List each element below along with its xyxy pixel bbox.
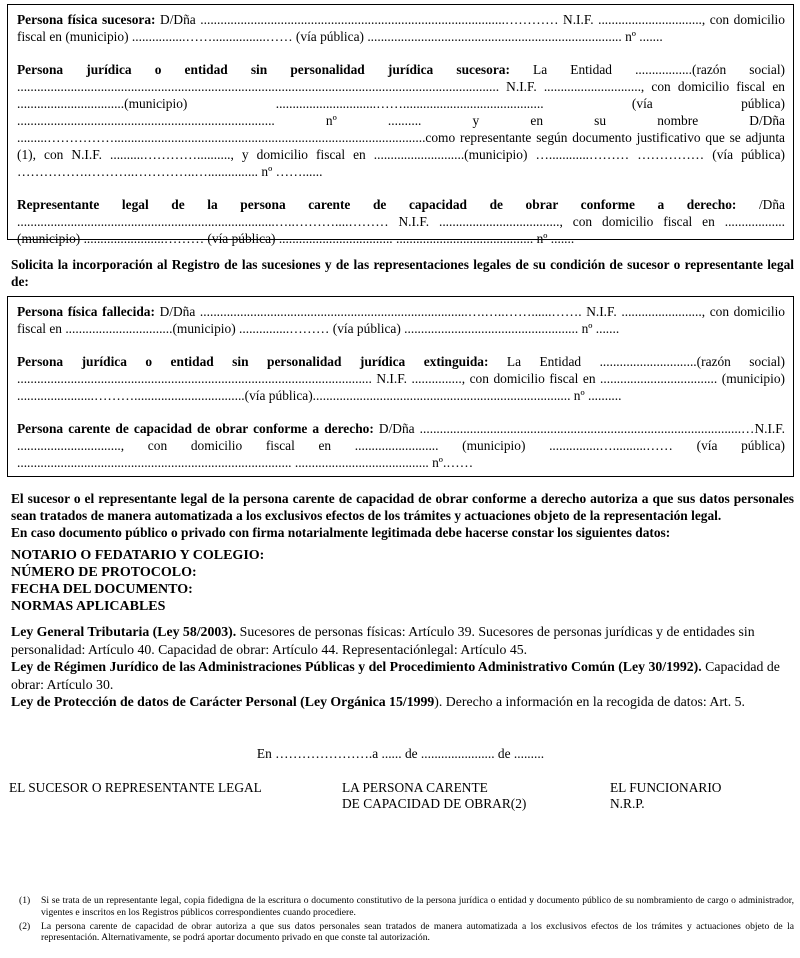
official-signature xyxy=(610,780,721,812)
footnote xyxy=(7,895,794,919)
extinct-entity-label: Persona jurídica o entidad sin personalidad jurídica extinguida: xyxy=(17,354,489,369)
deceased-person xyxy=(17,303,785,337)
law-regimen-juridico xyxy=(11,658,794,693)
notarial-note: En caso documento público o privado con firma notarialmente legitimada debe hacerse constar los siguientes datos: xyxy=(11,525,671,540)
law-1-title: Ley General Tributaria (Ley 58/2003). xyxy=(11,624,237,639)
law-2-title: Ley de Régimen Jurídico de las Administraciones Públicas y del Procedimiento Administrativo Común (Ley 30/1992). xyxy=(11,659,702,674)
legal-representative-fields: /Dña .............................................................................…..………....……… N.I.F. ...................................., con domicilio fiscal en ..................(municipio) ........................……… (vía pública) .................................. ......................................... nº ....... xyxy=(17,197,785,246)
footnote-number: (1) xyxy=(19,895,31,906)
signature-block xyxy=(7,780,794,820)
law-general-tributaria xyxy=(11,623,794,658)
incapacitated-person-label: Persona carente de capacidad de obrar conforme a derecho: xyxy=(17,421,374,436)
natural-person-successor xyxy=(17,11,785,45)
notary-field: NOTARIO O FEDATARIO Y COLEGIO: xyxy=(11,548,265,563)
applicable-laws xyxy=(11,623,794,711)
authorization-paragraph: El sucesor o el representante legal de la persona carente de capacidad de obrar conforme a derecho autoriza a que sus datos personales sean tratados de manera automatizada a los exclusivos efectos de los trámites y actuaciones objeto de la representación legal. xyxy=(11,491,794,523)
law-2-text: Capacidad de obrar: Artículo 30. xyxy=(11,659,780,692)
document-date-field: FECHA DEL DOCUMENTO: xyxy=(11,582,193,597)
applicable-rules-heading: NORMAS APLICABLES xyxy=(11,599,166,614)
legal-representative-label: Representante legal de la persona carente de capacidad de obrar conforme a derecho: xyxy=(17,197,737,212)
incapacitated-person-fields: D/Dña ................................................................................................…N.I.F. ..............................., con domicilio fiscal en ......................... (municipio) ...............…..........…… (vía pública) .................................................................................. ........................................ nº.…… xyxy=(17,421,785,470)
natural-person-successor-fields: D/Dña ...........................................................................................………… N.I.F. ..............................., con domicilio fiscal en (municipio) ................……................…… (vía pública) ............................................................................ nº ....... xyxy=(17,12,785,44)
protocol-number-field: NÚMERO DE PROTOCOLO: xyxy=(11,565,197,580)
extinct-entity xyxy=(17,353,785,404)
incapacitated-signature-label-2: DE CAPACIDAD DE OBRAR(2) xyxy=(342,795,527,811)
deceased-person-label: Persona física fallecida: xyxy=(17,304,155,319)
deceased-box xyxy=(7,296,794,477)
successor-box xyxy=(7,4,794,246)
incapacitated-person xyxy=(17,420,785,471)
successor-signature-label: EL SUCESOR O REPRESENTANTE LEGAL xyxy=(9,779,262,795)
footnote-number: (2) xyxy=(19,920,31,932)
footnote xyxy=(7,921,794,945)
notary-fields xyxy=(11,547,794,615)
legal-entity-successor xyxy=(17,61,785,180)
incapacitated-signature xyxy=(342,780,526,812)
authorization-text xyxy=(11,490,794,541)
footnote-text: La persona carente de capacidad de obrar autoriza a que sus datos personales sean tratados de manera automatizada a los exclusivos efectos de los trámites y actuaciones objeto de la representación. Alternativamente, se podrá aportar documento privado en que conste tal autorización. xyxy=(41,920,794,944)
form-page xyxy=(7,0,794,820)
official-signature-label-1: EL FUNCIONARIO xyxy=(610,779,722,795)
law-3-title: Ley de Protección de datos de Carácter Personal (Ley Orgánica 15/1999 xyxy=(11,694,435,709)
natural-person-successor-label: Persona física sucesora: xyxy=(17,12,156,27)
request-statement: Solicita la incorporación al Registro de las sucesiones y de las representaciones legales de su condición de sucesor o representante legal de: xyxy=(11,257,794,289)
law-1-text: Sucesores de personas físicas: Artículo 39. Sucesores de personas jurídicas y de entidades sin personalidad: Artículo 40. Capacidad de obrar: Artículo 44. Representaciónlegal: Artículo 45. xyxy=(11,624,755,657)
legal-entity-successor-label: Persona jurídica o entidad sin personalidad jurídica sucesora: xyxy=(17,62,510,77)
deceased-person-fields: D/Dña ................................................................................….…..……......……. N.I.F. ........................, con domicilio fiscal en ................................(municipio) ...............……… (vía pública) .................................................... nº ....... xyxy=(17,304,785,336)
law-proteccion-datos xyxy=(11,693,794,711)
footnote-text: Si se trata de un representante legal, copia fidedigna de la escritura o documento constitutivo de la persona jurídica o entidad y documento público de su nombramiento de cargo o administrador, vigentes e inscritos en los Registros públicos correspondientes cuando procediere. xyxy=(41,895,794,918)
legal-entity-successor-fields: La Entidad .................(razón social) ................................................................................................................................................ N.I.F. ............................., con domicilio fiscal en ................................(municipio) ..............................…….......................................... (vía pública) ............................................................................. nº .......... y en su nombre D/Dña .........…………….............................................................................................como representante según documento justificativo que se adjunta (1), con N.I.F. ..........………….........., y domicilio fiscal en ...........................(municipio) …............……… …………… (vía pública) …………….………..…………..…............... nº ……...... xyxy=(17,62,786,179)
incapacitated-signature-label-1: LA PERSONA CARENTE xyxy=(342,779,488,795)
place-date-line: En ………………….a ...... de ...................... de ......... xyxy=(256,745,545,761)
law-3-text: ). Derecho a información en la recogida de datos: Art. 5. xyxy=(434,694,745,709)
footnotes xyxy=(7,895,794,946)
successor-signature xyxy=(9,780,262,796)
legal-representative xyxy=(17,196,785,247)
official-signature-label-2: N.R.P. xyxy=(610,795,645,811)
extinct-entity-fields: La Entidad .............................(razón social) .......................................................................................................... N.I.F. ..............., con domicilio fiscal en ................................... (municipio) .......................……….................................(vía pública)............................................................................. nº .......... xyxy=(17,354,785,403)
